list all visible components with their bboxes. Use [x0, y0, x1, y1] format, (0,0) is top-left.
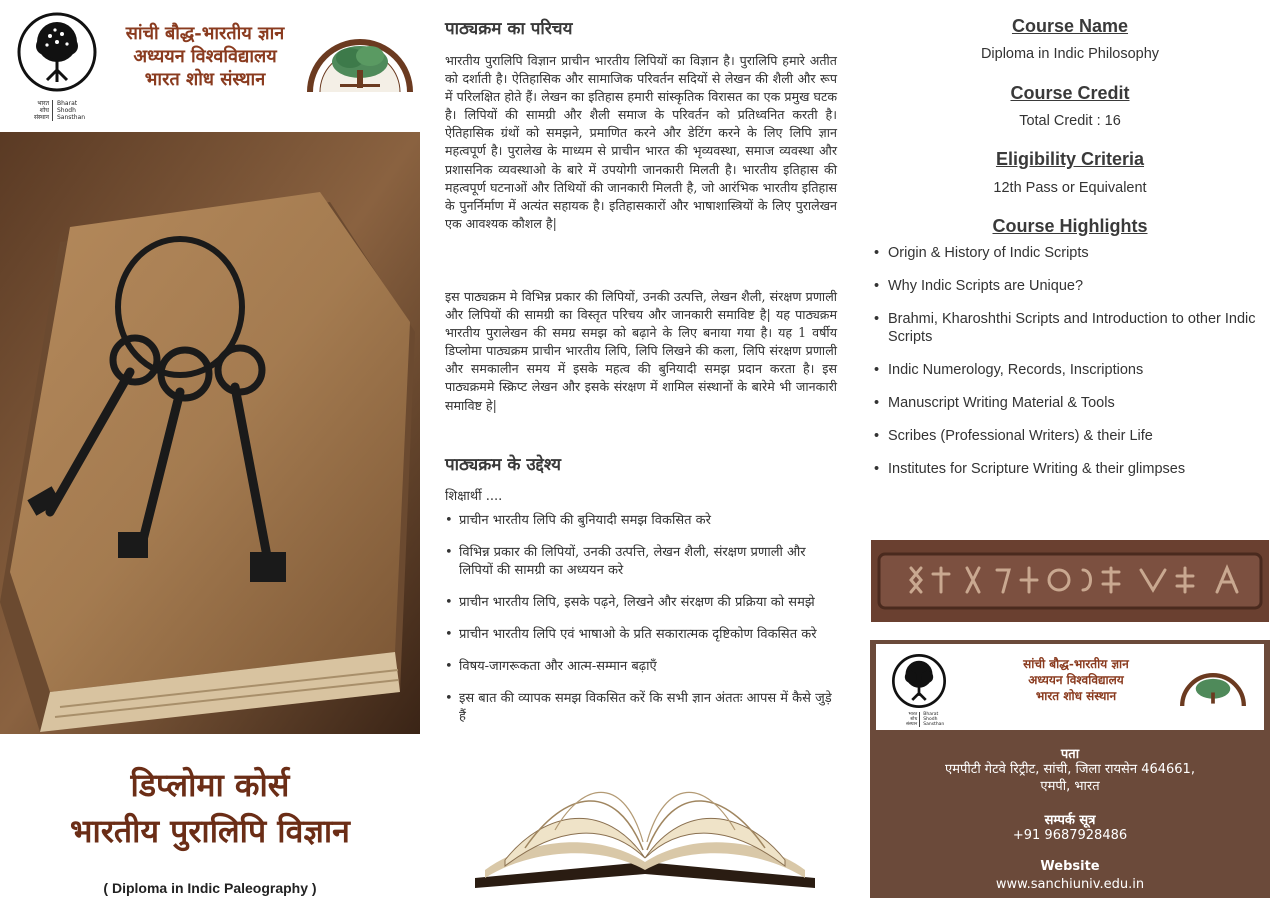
highlight-item: • Manuscript Writing Material & Tools	[874, 394, 1264, 412]
tree-logo-icon	[892, 654, 946, 708]
course-name-value: Diploma in Indic Philosophy	[980, 46, 1160, 62]
title-line: भारतीय पुरालिपि विज्ञान	[70, 812, 350, 850]
university-name-line: भारत शोध संस्थान	[1035, 689, 1117, 703]
highlights-list	[874, 244, 1264, 493]
bhs-caption	[34, 100, 85, 121]
caption-line: Bharat	[57, 100, 78, 107]
phone-label: सम्पर्क सूत्र	[1044, 813, 1096, 828]
website-link[interactable]: www.sanchiuniv.edu.in	[995, 877, 1145, 892]
course-credit-value: Total Credit : 16	[1019, 113, 1121, 129]
caption-line: भारत	[37, 100, 49, 107]
intro-paragraph-2: इस पाठ्यक्रम मे विभिन्न प्रकार की लिपियों, उनकी उत्पत्ति, लेखन शैली, संरक्षण प्रणाली और लिपियों की सामग्री का विस्तृत परिचय और जानकारी समाविष्ट है| यह पाठ्यक्रम भारतीय पुरालेखन की समग्र समझ को बढ़ाने के लिए बनाया गया है। यह 1 वर्षीय डिप्लोमा पाठ्यक्रम प्राचीन भारतीय लिपि, लिपि लिखने की कला, लिपि संरक्षण प्रणाली और समकालीन समय में इसके महत्व की बुनियादी समझ प्रदान करता है। इस पाठ्यक्रममे स्क्रिप्ट लेखन और इसके संरक्षण में शामिल संस्थानों के बारेमे भी जानकारी समाविष्ट हे|	[445, 289, 837, 413]
tree-logo-icon	[17, 12, 97, 92]
course-title-english: ( Diploma in Indic Paleography )	[103, 880, 317, 896]
contact-box	[870, 640, 1270, 898]
address-label: पता	[1060, 747, 1080, 762]
learner-label: शिक्षार्थी ....	[445, 489, 503, 504]
highlights-heading: Course Highlights	[992, 216, 1148, 236]
caption-line: Shodh	[923, 717, 938, 722]
objective-item: • इस बात की व्यापक समझ विकसित करें कि सभी ज्ञान अंततः आपस में कैसे जुड़े हैं	[445, 690, 837, 726]
open-book-image	[465, 770, 825, 900]
caption-line: संस्थान	[34, 114, 49, 121]
highlight-item: • Scribes (Professional Writers) & their Life	[874, 427, 1264, 445]
university-seal-icon	[1176, 654, 1250, 710]
objective-item: • विषय-जागरूकता और आत्म-सम्मान बढ़ाएँ	[445, 658, 837, 676]
bhs-caption	[906, 712, 944, 727]
university-name-line: अध्ययन विश्वविद्यालय	[1028, 673, 1124, 687]
contact-header	[876, 644, 1264, 730]
ancient-script-image	[871, 540, 1269, 622]
middle-panel	[445, 0, 840, 908]
eligibility-heading: Eligibility Criteria	[995, 149, 1145, 169]
caption-line: भारत	[908, 712, 918, 717]
objective-item: • विभिन्न प्रकार की लिपियों, उनकी उत्पत्ति, लेखन शैली, संरक्षण प्रणाली और लिपियों की सामग्री का अध्ययन करे	[445, 544, 837, 580]
objective-item: • प्राचीन भारतीय लिपि की बुनियादी समझ विकसित करे	[445, 512, 837, 530]
university-name-line: अध्ययन विश्वविद्यालय	[133, 46, 277, 67]
university-name	[976, 656, 1176, 704]
address-line: एमपीटी गेटवे रिट्रीट, सांची, जिला रायसेन 464661,	[945, 762, 1195, 777]
caption-line: Shodh	[57, 107, 76, 114]
address-line: एमपी, भारत	[1040, 779, 1100, 794]
university-name	[110, 22, 300, 91]
objectives-list	[445, 512, 837, 740]
university-seal-icon	[300, 14, 420, 92]
objective-item: • प्राचीन भारतीय लिपि, इसके पढ़ने, लिखने और संरक्षण की प्रक्रिया को समझे	[445, 594, 837, 612]
left-panel	[0, 0, 420, 908]
highlight-item: • Indic Numerology, Records, Inscriptions	[874, 361, 1264, 379]
caption-line: शोध	[39, 107, 49, 114]
objective-item: • प्राचीन भारतीय लिपि एवं भाषाओ के प्रति सकारात्मक दृष्टिकोण विकसित करे	[445, 626, 837, 644]
objectives-heading: पाठ्यक्रम के उद्देश्य	[445, 455, 561, 475]
highlight-item: • Institutes for Scripture Writing & their glimpses	[874, 460, 1264, 478]
phone-number[interactable]: +91 9687928486	[1012, 828, 1128, 843]
website-label: Website	[1040, 859, 1100, 874]
course-title-hindi	[0, 762, 420, 854]
caption-line: Bharat	[923, 712, 939, 717]
caption-line: Sansthan	[57, 114, 86, 121]
intro-paragraph-1: भारतीय पुरालिपि विज्ञान प्राचीन भारतीय लिपियों का विज्ञान है। पुरालिपि हमारे अतीत को दर्शाती है। ऐतिहासिक और सामाजिक परिवर्तन सदियों से लेखन की शैली और रूप में परिलक्षित होते हैं। लेखन का इतिहास हमारी सांस्कृतिक विरासत का एक प्रमुख घटक है। लिपियों की सामग्री और शैली समाज के परिवर्तन को प्रतिध्वनित करती है। ऐतिहासिक ग्रंथों को समझने, प्रमाणित करने और डेटिंग करने के लिए लिपि ज्ञान महत्वपूर्ण है। पुरालेख के माध्यम से प्राचीन भारत की भृव्यवस्था, समाज व्यवस्था और प्रशासनिक व्यवस्थाओ के बारे में उपयोगी जानकारी मिलती है। भारतीय इतिहास की महत्वपूर्ण घटनाओं और तिथियों की जानकारी मिलती है, जो आरंभिक भारतीय इतिहास के पुनर्निर्माण में अत्यंत सहायक है। इतिहासकारों और भाषाशास्त्रियों के लिए पुरालेखन एक आवश्यक कौशल है|	[445, 53, 837, 231]
university-name-line: सांची बौद्ध-भारतीय ज्ञान	[125, 23, 285, 44]
caption-line: शोध	[910, 717, 918, 722]
university-name-line: सांची बौद्ध-भारतीय ज्ञान	[1023, 657, 1129, 671]
title-line: डिप्लोमा कोर्स	[130, 766, 290, 804]
highlight-item: • Why Indic Scripts are Unique?	[874, 277, 1264, 295]
eligibility-value: 12th Pass or Equivalent	[993, 180, 1147, 196]
caption-line: संस्थान	[906, 722, 918, 727]
course-name-heading: Course Name	[1011, 16, 1129, 36]
right-panel	[860, 0, 1280, 908]
university-name-line: भारत शोध संस्थान	[144, 69, 266, 90]
highlight-item: • Brahmi, Kharoshthi Scripts and Introduction to other Indic Scripts	[874, 310, 1264, 346]
keys-on-book-image	[0, 132, 420, 734]
intro-heading: पाठ्यक्रम का परिचय	[445, 19, 573, 39]
caption-line: Sansthan	[923, 722, 945, 727]
highlight-item: • Origin & History of Indic Scripts	[874, 244, 1264, 262]
course-credit-heading: Course Credit	[1010, 83, 1130, 103]
